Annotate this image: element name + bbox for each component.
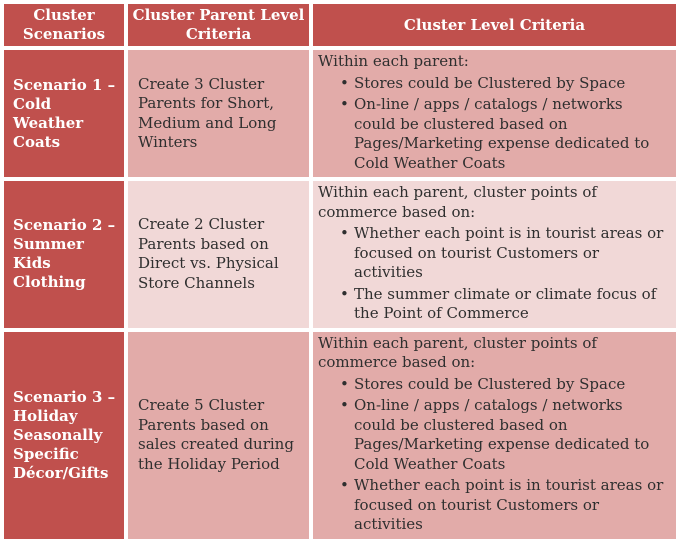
header-cluster-scenarios: Cluster Scenarios (4, 4, 124, 46)
level-criteria-bullets (318, 224, 668, 324)
level-criteria-bullets (318, 375, 668, 535)
level-criteria-intro: Within each parent: (318, 52, 469, 70)
scenario-3-level-criteria (313, 332, 676, 539)
scenario-3-parent-criteria: Create 5 Cluster Parents based on sales created during the Holiday Period (128, 332, 309, 539)
header-cluster-parent-level-criteria: Cluster Parent Level Criteria (128, 4, 309, 46)
bullet-item: • Stores could be Clustered by Space (318, 74, 668, 94)
bullet-item: • Stores could be Clustered by Space (318, 375, 668, 395)
bullet-item: • On-line / apps / catalogs / networks could be clustered based on Pages/Marketing expense dedicated to Cold Weather Coats (318, 95, 668, 173)
table-row-scenario-3 (4, 332, 676, 539)
level-criteria-bullets (318, 74, 668, 174)
bullet-item: • On-line / apps / catalogs / networks could be clustered based on Pages/Marketing expense dedicated to Cold Weather Coats (318, 396, 668, 474)
table-row-scenario-1 (4, 50, 676, 177)
bullet-item: • The summer climate or climate focus of the Point of Commerce (318, 285, 668, 324)
scenario-1-label: Scenario 1 – Cold Weather Coats (4, 50, 124, 177)
header-row (4, 4, 676, 46)
level-criteria-intro: Within each parent, cluster points of commerce based on: (318, 183, 597, 221)
bullet-item: • Whether each point is in tourist areas or focused on tourist Customers or activities (318, 224, 668, 283)
scenario-1-parent-criteria: Create 3 Cluster Parents for Short, Medium and Long Winters (128, 50, 309, 177)
scenario-3-label: Scenario 3 – Holiday Seasonally Specific Décor/Gifts (4, 332, 124, 539)
scenario-2-level-criteria (313, 181, 676, 328)
bullet-item: • Whether each point is in tourist areas or focused on tourist Customers or activities (318, 476, 668, 535)
header-cluster-level-criteria: Cluster Level Criteria (313, 4, 676, 46)
scenario-1-level-criteria (313, 50, 676, 177)
scenario-2-label: Scenario 2 – Summer Kids Clothing (4, 181, 124, 328)
scenario-2-parent-criteria: Create 2 Cluster Parents based on Direct vs. Physical Store Channels (128, 181, 309, 328)
table-row-scenario-2 (4, 181, 676, 328)
level-criteria-intro: Within each parent, cluster points of commerce based on: (318, 333, 597, 371)
